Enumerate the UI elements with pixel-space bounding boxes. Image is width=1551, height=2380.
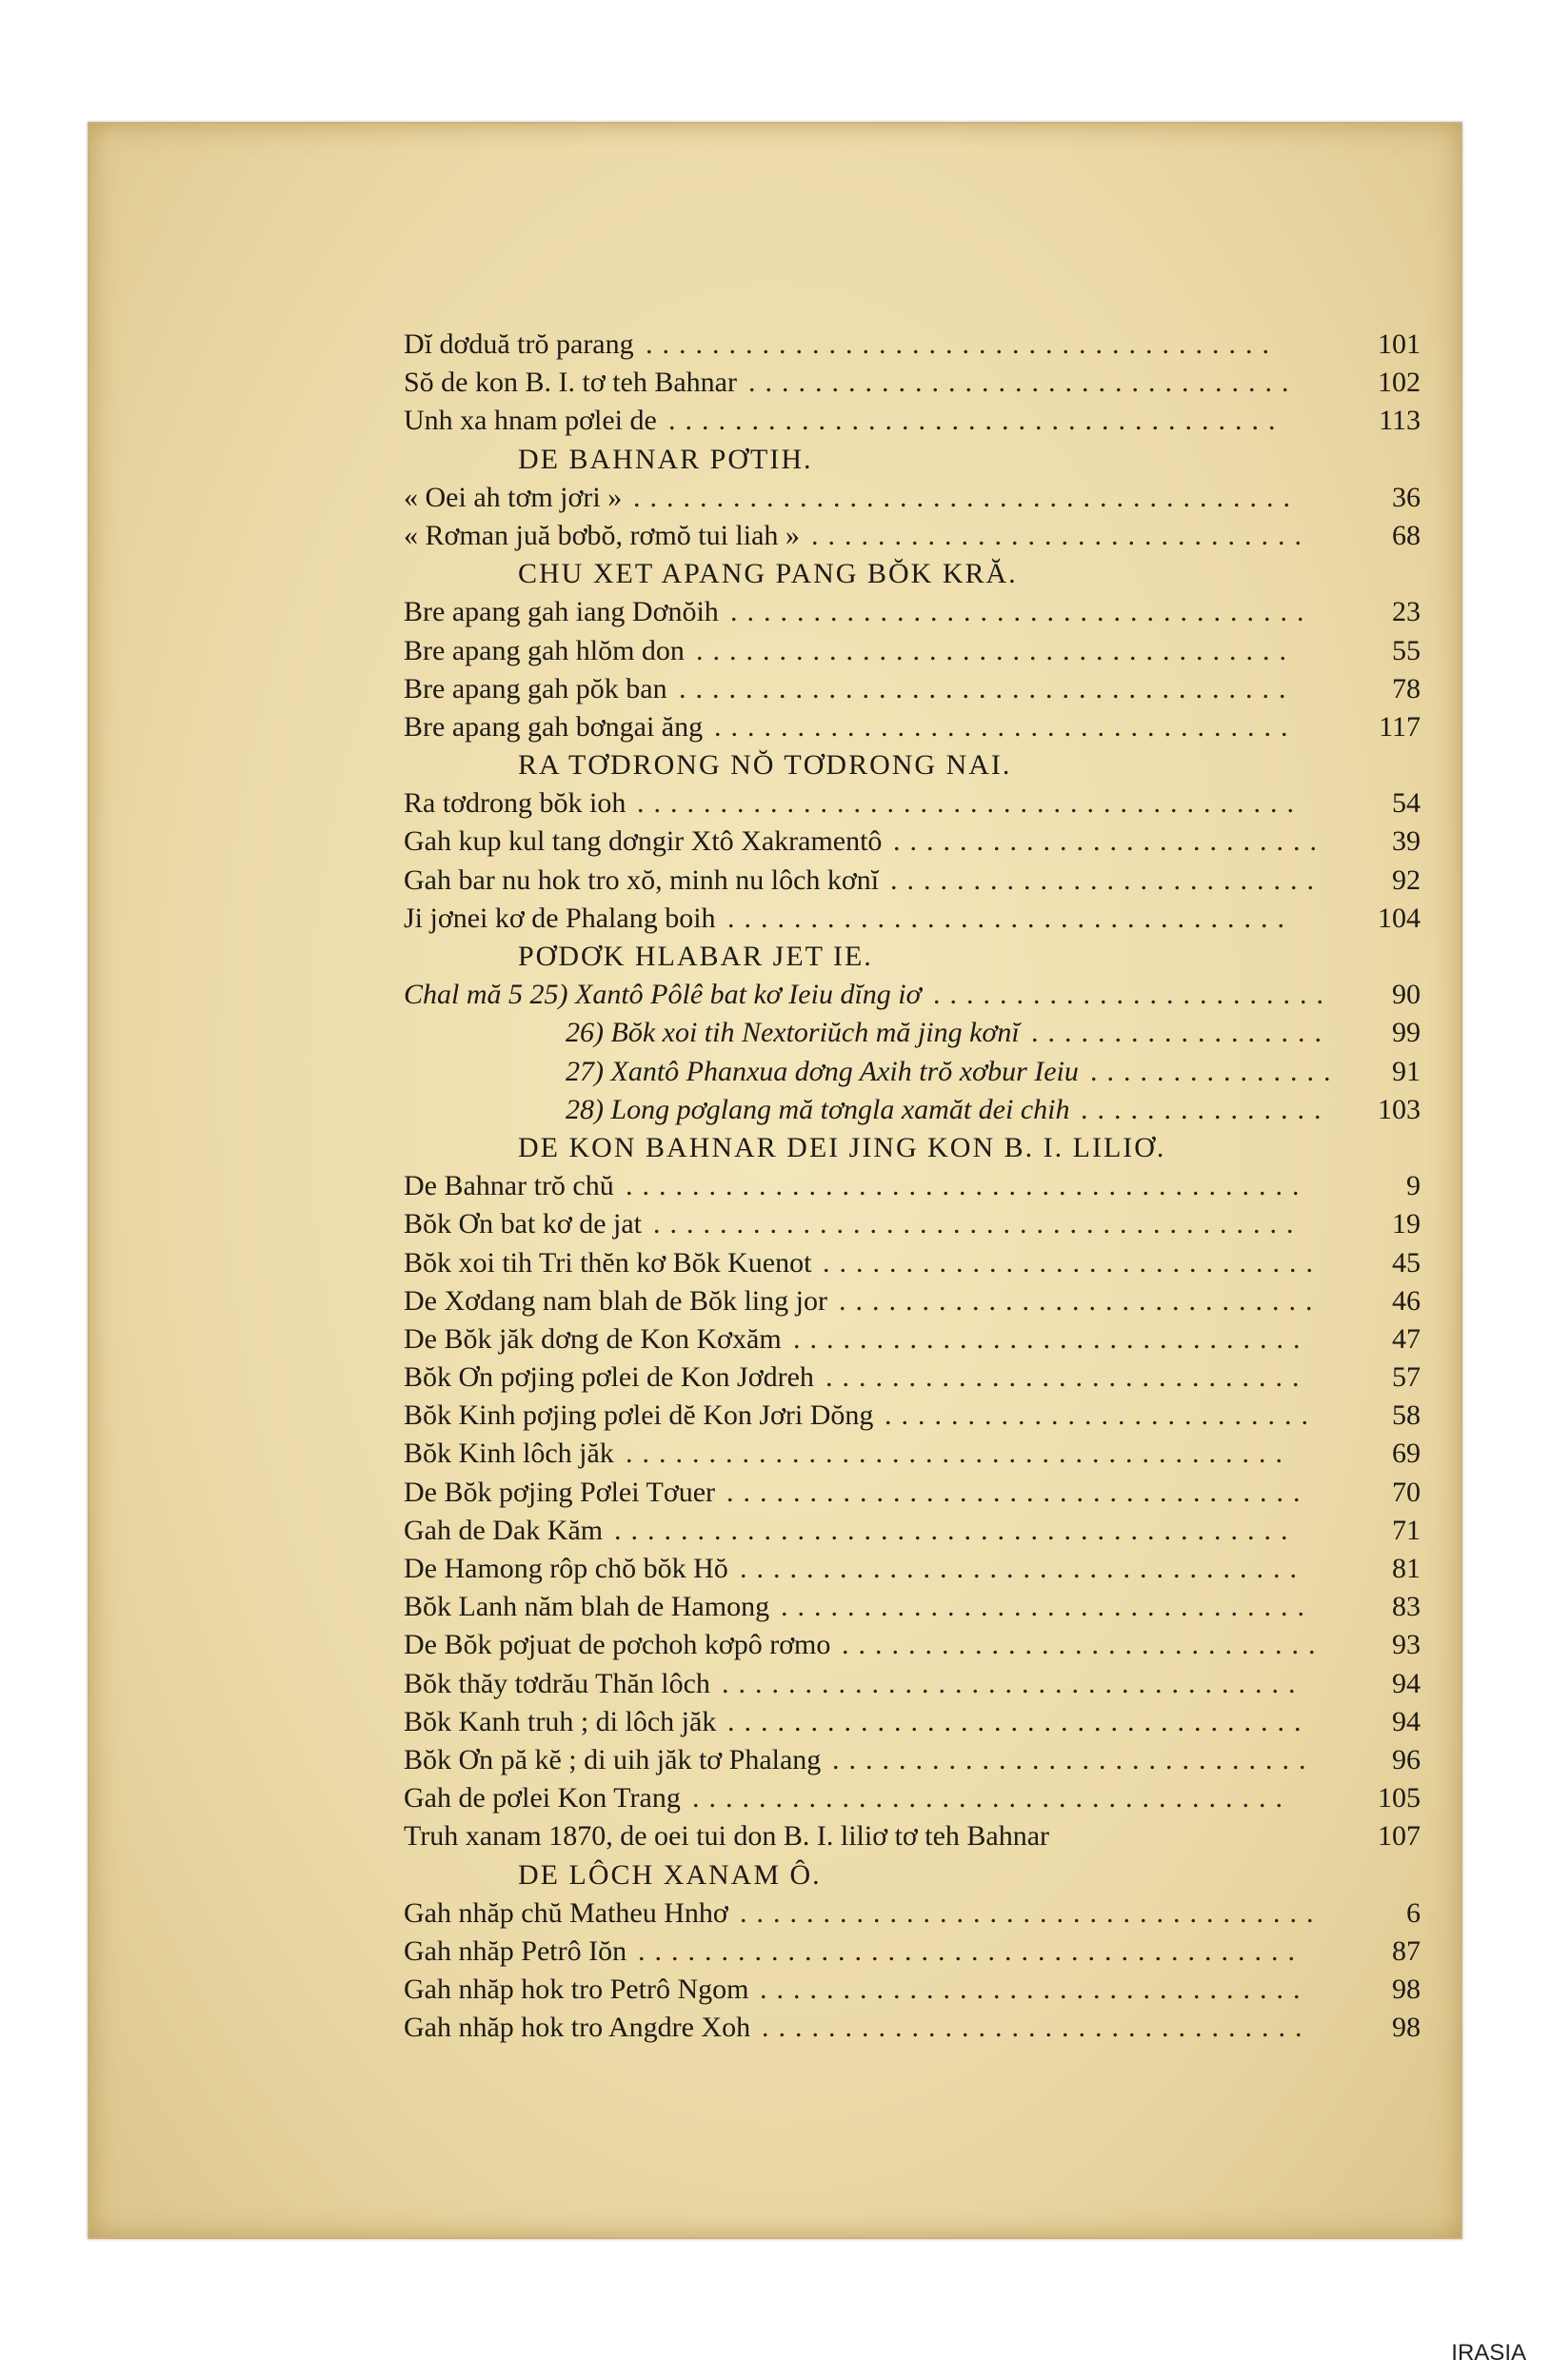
entry-title: Bre apang gah hlŏm don <box>404 634 685 666</box>
book-page <box>88 122 1462 2239</box>
entry-title: Bŏk Ơn pă kĕ ; di uih jăk tơ Phalang <box>404 1743 822 1775</box>
section-heading: DE LÔCH XANAM Ô. <box>518 1858 822 1891</box>
leader-dots: .......................... <box>893 825 1326 858</box>
leader-dots: .............................. <box>811 519 1311 551</box>
toc-entry <box>404 1665 1421 1703</box>
leader-dots: ........................................ <box>637 787 1303 820</box>
toc-entry <box>404 1205 1421 1243</box>
toc-entry <box>404 1244 1421 1282</box>
toc-entry <box>404 670 1421 708</box>
section-heading: DE KON BAHNAR DEI JING KON B. I. LILIƠ. <box>518 1131 1166 1163</box>
entry-title: Gah de Dak Kăm <box>404 1514 604 1546</box>
leader-dots: ............... <box>1090 1055 1341 1087</box>
leader-dots: ................................... <box>714 710 1298 743</box>
toc-entry <box>404 900 1421 938</box>
entry-title: Bŏk Ơn bat kơ de jat <box>404 1208 642 1240</box>
page-number: 90 <box>1392 979 1421 1011</box>
entry-title: 28) Long pơglang mă tơngla xamăt dei chih <box>566 1093 1070 1125</box>
page-number: 6 <box>1406 1896 1421 1929</box>
page-number: 70 <box>1392 1476 1421 1508</box>
entry-title: 26) Bŏk xoi tih Nextoriŭch mă jing kơnĭ <box>566 1017 1020 1049</box>
toc-entry <box>404 784 1421 823</box>
leader-dots: .................................. <box>727 902 1294 934</box>
page-number: 92 <box>1392 863 1421 896</box>
toc-entry <box>404 1435 1421 1473</box>
page-number: 47 <box>1392 1322 1421 1355</box>
leader-dots: ................................ <box>781 1591 1314 1623</box>
leader-dots: .................................. <box>740 1553 1306 1584</box>
page-number: 39 <box>1392 825 1421 858</box>
page-number: 46 <box>1392 1284 1421 1317</box>
toc-entry <box>404 402 1421 440</box>
leader-dots: ................................... <box>722 1667 1305 1699</box>
entry-title: Bŏk Kinh pơjing pơlei dĕ Kon Jơri Dŏng <box>404 1399 874 1432</box>
leader-dots: ................................... <box>726 1476 1310 1508</box>
toc-entry <box>404 823 1421 861</box>
toc-entry <box>404 976 1421 1014</box>
toc-entry <box>404 1703 1421 1741</box>
toc-entry <box>404 1512 1421 1550</box>
toc-entry <box>404 862 1421 900</box>
leader-dots: ........................................ <box>638 1934 1304 1967</box>
entry-title: Bre apang gah iang Dơnŏih <box>404 596 719 628</box>
toc-entry <box>404 632 1421 670</box>
leader-dots: ............................. <box>832 1743 1316 1775</box>
toc-entry <box>404 1741 1421 1779</box>
entry-title: Gah nhăp hok tro Angdre Xoh <box>404 2012 751 2044</box>
page-number: 83 <box>1392 1591 1421 1623</box>
toc-entry <box>404 517 1421 555</box>
page-number: 99 <box>1392 1017 1421 1049</box>
page-number: 81 <box>1392 1553 1421 1584</box>
entry-title: Bŏk Kanh truh ; di lôch jăk <box>404 1705 717 1737</box>
section-heading: CHU XET APANG PANG BŎK KRĂ. <box>518 558 1018 590</box>
entry-title: De Bŏk pơjing Pơlei Tơuer <box>404 1476 716 1508</box>
entry-title: Gah bar nu hok tro xŏ, minh nu lôch kơnĭ <box>404 863 880 896</box>
entry-title: Unh xa hnam pơlei de <box>404 405 657 437</box>
entry-title: Bŏk Lanh năm blah de Hamong <box>404 1591 770 1623</box>
toc-entry <box>404 1933 1421 1971</box>
leader-dots: ......................................... <box>614 1514 1298 1546</box>
page-number: 71 <box>1392 1514 1421 1546</box>
leader-dots: ............... <box>1081 1093 1331 1125</box>
page-number: 55 <box>1392 634 1421 666</box>
page-number: 101 <box>1378 328 1421 360</box>
toc-entry <box>404 1588 1421 1626</box>
leader-dots: ....................................... <box>653 1208 1303 1240</box>
toc-entry <box>404 593 1421 631</box>
page-number: 78 <box>1392 672 1421 704</box>
toc-entry <box>404 1053 1421 1091</box>
page-number: 36 <box>1392 481 1421 513</box>
entry-title: De Hamong rôp chŏ bŏk Hŏ <box>404 1553 728 1584</box>
entry-title: Dĭ dơduă trŏ parang <box>404 328 634 360</box>
toc-entry <box>404 326 1421 364</box>
toc-entry <box>404 1971 1421 2009</box>
toc-entry <box>404 1014 1421 1052</box>
toc-entry <box>404 1397 1421 1435</box>
page-number: 54 <box>1392 787 1421 820</box>
entry-title: Truh xanam 1870, de oei tui don B. I. liliơ tơ teh Bahnar <box>404 1820 1050 1853</box>
page-number: 94 <box>1392 1667 1421 1699</box>
leader-dots: .......................... <box>885 1399 1318 1432</box>
section-heading: PƠDƠK HLABAR JET IE. <box>518 941 873 972</box>
entry-title: 27) Xantô Phanxua dơng Axih trŏ xơbur Ieiu <box>566 1055 1079 1087</box>
toc-entry <box>404 1894 1421 1933</box>
section-heading: DE BAHNAR PƠTIH. <box>518 443 813 475</box>
leader-dots: ............................... <box>793 1322 1310 1355</box>
leader-dots: ........................................ <box>626 1438 1292 1470</box>
page-number: 94 <box>1392 1705 1421 1737</box>
leader-dots: ................................. <box>762 2012 1312 2044</box>
entry-title: De Bŏk pơjuat de pơchoh kơpô rơmo <box>404 1629 831 1661</box>
leader-dots: .......................... <box>890 863 1323 896</box>
entry-title: Bŏk Ơn pơjing pơlei de Kon Jơdreh <box>404 1361 814 1394</box>
leader-dots: ................................... <box>727 1705 1311 1737</box>
leader-dots: ..................................... <box>679 672 1296 704</box>
toc-entry <box>404 1817 1421 1855</box>
page-number: 9 <box>1406 1170 1421 1202</box>
leader-dots: ............................. <box>825 1361 1309 1394</box>
entry-title: Gah nhăp hok tro Petrô Ngom <box>404 1973 749 2006</box>
toc-entry <box>404 1091 1421 1129</box>
toc-entry <box>404 1474 1421 1512</box>
page-number: 103 <box>1378 1093 1421 1125</box>
page-number: 58 <box>1392 1399 1421 1432</box>
page-number: 98 <box>1392 1973 1421 2006</box>
entry-title: Gah nhăp chŭ Matheu Hnhơ <box>404 1896 728 1929</box>
page-number: 91 <box>1392 1055 1421 1087</box>
entry-title: Gah de pơlei Kon Trang <box>404 1782 681 1815</box>
table-of-contents <box>404 326 1421 2047</box>
page-number: 105 <box>1378 1782 1421 1815</box>
leader-dots: ............................. <box>842 1629 1325 1661</box>
leader-dots: ................................. <box>760 1973 1310 2006</box>
toc-entry <box>404 1550 1421 1588</box>
toc-entry <box>404 1626 1421 1664</box>
leader-dots: .................. <box>1031 1017 1331 1049</box>
entry-title: Bre apang gah pŏk ban <box>404 672 667 704</box>
toc-entry <box>404 1359 1421 1397</box>
leader-dots: .............................. <box>823 1246 1322 1279</box>
page-number: 57 <box>1392 1361 1421 1394</box>
leader-dots: ............................. <box>839 1284 1322 1317</box>
toc-entry <box>404 479 1421 517</box>
toc-entry <box>404 708 1421 746</box>
entry-title: Ra tơdrong bŏk ioh <box>404 787 626 820</box>
entry-title: Gah nhăp Petrô Iŏn <box>404 1934 627 1967</box>
page-number: 96 <box>1392 1743 1421 1775</box>
entry-title: Bŏk Kinh lôch jăk <box>404 1438 614 1470</box>
entry-title: « Oei ah tơm jơri » <box>404 481 623 513</box>
entry-title: « Rơman juă bơbŏ, rơmŏ tui liah » <box>404 519 800 551</box>
leader-dots: ................................. <box>748 367 1299 399</box>
page-number: 19 <box>1392 1208 1421 1240</box>
entry-title: De Bŏk jăk dơng de Kon Kơxăm <box>404 1322 782 1355</box>
entry-title: De Bahnar trŏ chŭ <box>404 1170 614 1202</box>
entry-title: Bŏk xoi tih Tri thĕn kơ Bŏk Kuenot <box>404 1246 812 1279</box>
page-number: 45 <box>1392 1246 1421 1279</box>
toc-entry <box>404 1167 1421 1205</box>
entry-title: Chal mă 5 25) Xantô Pôlê bat kơ Ieiu dĭng iơ <box>404 979 922 1011</box>
entry-title: Bre apang gah bơngai ăng <box>404 710 704 743</box>
page-number: 104 <box>1378 902 1421 934</box>
entry-title: Ji jơnei kơ de Phalang boih <box>404 902 716 934</box>
leader-dots: ........................ <box>933 979 1333 1011</box>
page-number: 102 <box>1378 367 1421 399</box>
section-heading: RA TƠDRONG NŎ TƠDRONG NAI. <box>518 749 1012 782</box>
toc-entry <box>404 2009 1421 2047</box>
leader-dots: ................................... <box>730 596 1314 628</box>
toc-entry <box>404 1779 1421 1817</box>
entry-title: Bŏk thăy tơdrău Thăn lôch <box>404 1667 710 1699</box>
toc-entry <box>404 364 1421 402</box>
entry-title: Gah kup kul tang dơngir Xtô Xakramentô <box>404 825 883 858</box>
leader-dots: ................................... <box>740 1896 1323 1929</box>
entry-title: Sŏ de kon B. I. tơ teh Bahnar <box>404 367 737 399</box>
page-number: 98 <box>1392 2012 1421 2044</box>
entry-title: De Xơdang nam blah de Bŏk ling jor <box>404 1284 827 1317</box>
page-number: 113 <box>1379 405 1421 437</box>
page-number: 69 <box>1392 1438 1421 1470</box>
toc-entry <box>404 1282 1421 1320</box>
page-number: 93 <box>1392 1629 1421 1661</box>
leader-dots: .................................... <box>692 1782 1292 1815</box>
archive-watermark: IRASIA <box>1451 2340 1526 2366</box>
page-number: 23 <box>1392 596 1421 628</box>
leader-dots: .................................... <box>696 634 1296 666</box>
leader-dots: ......................................... <box>626 1170 1309 1202</box>
leader-dots: ..................................... <box>668 405 1285 437</box>
page-number: 87 <box>1392 1934 1421 1967</box>
leader-dots: ........................................ <box>633 481 1300 513</box>
page-number: 117 <box>1379 710 1421 743</box>
page-number: 68 <box>1392 519 1421 551</box>
toc-entry <box>404 1320 1421 1359</box>
leader-dots: ...................................... <box>646 328 1279 360</box>
page-number: 107 <box>1378 1820 1421 1853</box>
